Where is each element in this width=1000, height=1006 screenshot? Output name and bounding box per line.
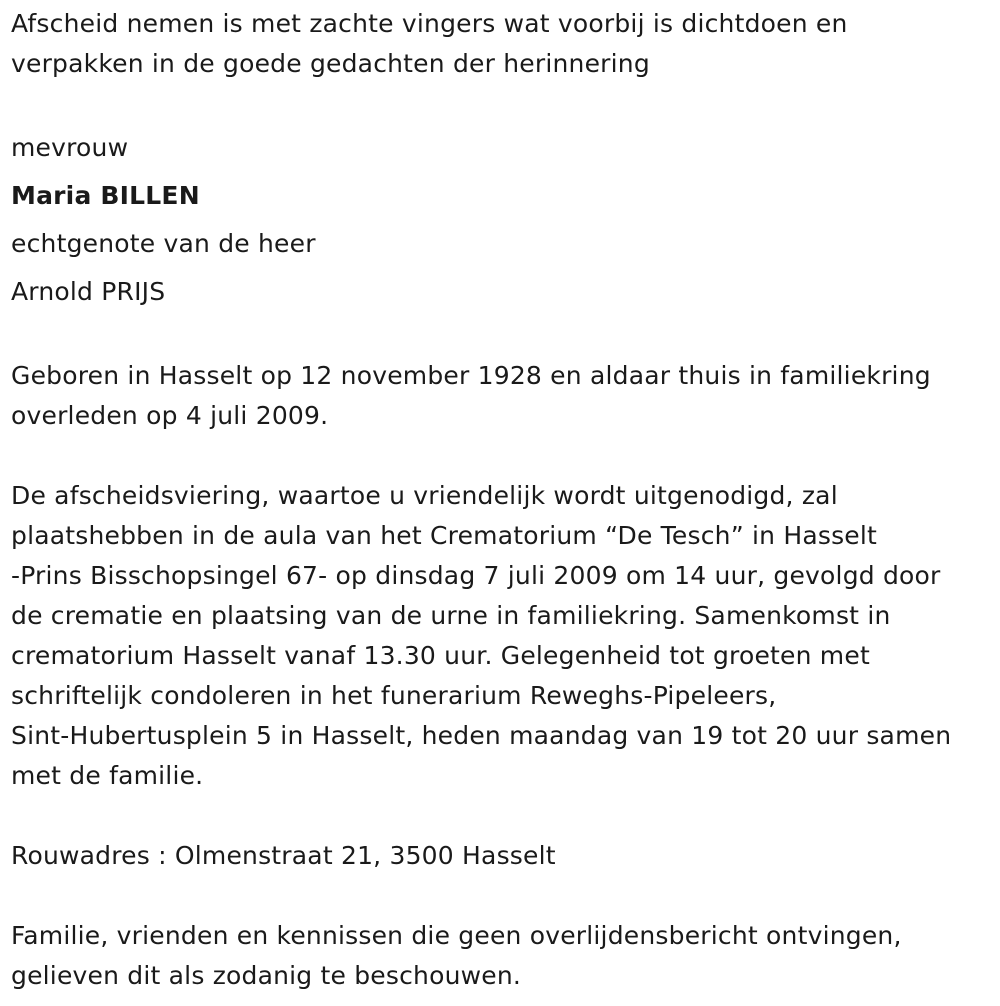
closing-line: gelieven dit als zodanig te beschouwen. xyxy=(11,961,522,990)
ceremony-line: Sint-Hubertusplein 5 in Hasselt, heden maandag van 19 tot 20 uur samen xyxy=(11,721,952,750)
ceremony-line: plaatshebben in de aula van het Crematorium “De Tesch” in Hasselt xyxy=(11,521,878,550)
spacer xyxy=(11,876,996,916)
closing-line: Familie, vrienden en kennissen die geen overlijdensbericht ontvingen, xyxy=(11,921,902,950)
birth-death-paragraph xyxy=(11,356,996,436)
death-notice xyxy=(11,4,996,996)
spacer xyxy=(11,84,996,124)
birth-death-line: overleden op 4 juli 2009. xyxy=(11,401,329,430)
closing-paragraph xyxy=(11,916,996,996)
ceremony-line: met de familie. xyxy=(11,761,204,790)
ceremony-line: De afscheidsviering, waartoe u vriendelijk wordt uitgenodigd, zal xyxy=(11,481,838,510)
deceased-block xyxy=(11,124,996,316)
birth-death-line: Geboren in Hasselt op 12 november 1928 en aldaar thuis in familiekring xyxy=(11,361,931,390)
spacer xyxy=(11,316,996,356)
ceremony-line: de crematie en plaatsing van de urne in familiekring. Samenkomst in xyxy=(11,601,891,630)
deceased-name: Maria BILLEN xyxy=(11,181,200,210)
ceremony-line: schriftelijk condoleren in het funerarium Reweghs-Pipeleers, xyxy=(11,681,777,710)
ceremony-line: crematorium Hasselt vanaf 13.30 uur. Gelegenheid tot groeten met xyxy=(11,641,870,670)
deceased-relation: echtgenote van de heer xyxy=(11,229,316,258)
ceremony-paragraph xyxy=(11,476,996,796)
ceremony-line: -Prins Bisschopsingel 67- op dinsdag 7 juli 2009 om 14 uur, gevolgd door xyxy=(11,561,941,590)
motto-paragraph xyxy=(11,4,996,84)
address-paragraph xyxy=(11,836,996,876)
motto-line: verpakken in de goede gedachten der herinnering xyxy=(11,49,650,78)
spacer xyxy=(11,796,996,836)
spacer xyxy=(11,436,996,476)
deceased-title: mevrouw xyxy=(11,133,129,162)
partner-name: Arnold PRIJS xyxy=(11,277,166,306)
mourning-address: Rouwadres : Olmenstraat 21, 3500 Hasselt xyxy=(11,841,556,870)
motto-line: Afscheid nemen is met zachte vingers wat voorbij is dichtdoen en xyxy=(11,9,848,38)
